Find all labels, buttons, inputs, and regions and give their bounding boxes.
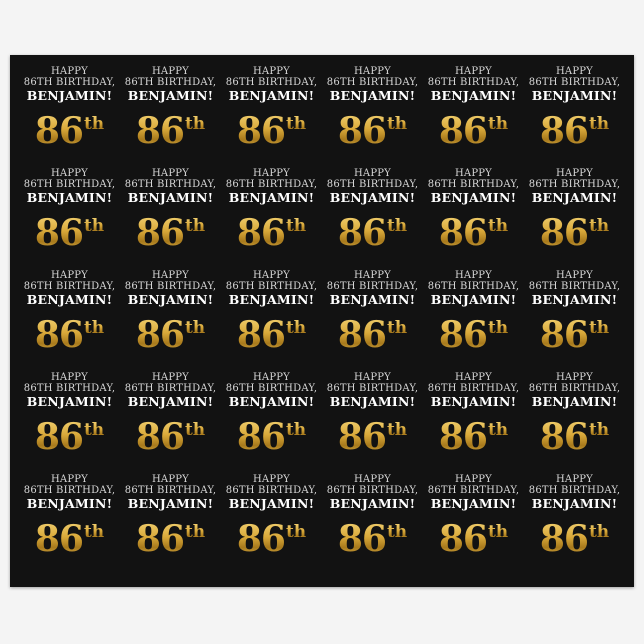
age-badge <box>221 514 322 564</box>
age-suffix: th <box>386 420 408 440</box>
age-suffix: th <box>285 318 307 338</box>
pattern-tile <box>524 267 625 369</box>
greeting-name: BENJAMIN! <box>26 292 113 307</box>
pattern-tile <box>423 63 524 165</box>
greeting-happy: HAPPY <box>151 168 189 179</box>
greeting-happy: HAPPY <box>454 372 492 383</box>
age-suffix: th <box>386 114 408 134</box>
greeting-happy: HAPPY <box>50 168 88 179</box>
greeting-name: BENJAMIN! <box>531 496 618 511</box>
greeting-happy: HAPPY <box>151 474 189 485</box>
age-number: 86 <box>539 416 588 458</box>
greeting-happy: HAPPY <box>252 66 290 77</box>
greeting-name: BENJAMIN! <box>329 190 416 205</box>
pattern-tile <box>221 267 322 369</box>
pattern-tile <box>423 369 524 471</box>
age-suffix: th <box>487 522 509 542</box>
greeting-birthday: 86TH BIRTHDAY, <box>528 281 621 292</box>
age-number: 86 <box>337 416 386 458</box>
greeting-name: BENJAMIN! <box>329 496 416 511</box>
greeting-happy: HAPPY <box>353 168 391 179</box>
age-suffix: th <box>588 114 610 134</box>
age-number: 86 <box>34 518 83 560</box>
greeting-birthday: 86TH BIRTHDAY, <box>124 77 217 88</box>
age-suffix: th <box>386 318 408 338</box>
greeting-name: BENJAMIN! <box>127 394 214 409</box>
pattern-tile <box>322 369 423 471</box>
age-suffix: th <box>487 216 509 236</box>
age-badge <box>524 514 625 564</box>
age-badge <box>120 412 221 462</box>
age-number: 86 <box>135 212 184 254</box>
age-badge <box>221 208 322 258</box>
age-badge <box>19 310 120 360</box>
greeting-name: BENJAMIN! <box>329 292 416 307</box>
age-number: 86 <box>34 314 83 356</box>
age-number: 86 <box>34 110 83 152</box>
age-suffix: th <box>184 420 206 440</box>
age-suffix: th <box>184 522 206 542</box>
age-suffix: th <box>285 114 307 134</box>
greeting-name: BENJAMIN! <box>228 394 315 409</box>
greeting-birthday: 86TH BIRTHDAY, <box>23 281 116 292</box>
greeting-happy: HAPPY <box>353 66 391 77</box>
age-number: 86 <box>539 110 588 152</box>
age-suffix: th <box>588 522 610 542</box>
greeting-birthday: 86TH BIRTHDAY, <box>23 179 116 190</box>
age-badge <box>221 310 322 360</box>
age-number: 86 <box>135 314 184 356</box>
age-number: 86 <box>135 518 184 560</box>
greeting-happy: HAPPY <box>151 66 189 77</box>
pattern-tile <box>524 165 625 267</box>
greeting-birthday: 86TH BIRTHDAY, <box>326 485 419 496</box>
greeting-happy: HAPPY <box>151 270 189 281</box>
greeting-name: BENJAMIN! <box>531 190 618 205</box>
greeting-happy: HAPPY <box>555 168 593 179</box>
age-badge <box>221 412 322 462</box>
pattern-tile <box>322 471 423 573</box>
greeting-happy: HAPPY <box>50 66 88 77</box>
age-number: 86 <box>438 110 487 152</box>
greeting-name: BENJAMIN! <box>430 292 517 307</box>
age-number: 86 <box>438 314 487 356</box>
pattern-tile <box>19 267 120 369</box>
greeting-name: BENJAMIN! <box>430 496 517 511</box>
age-suffix: th <box>386 522 408 542</box>
greeting-birthday: 86TH BIRTHDAY, <box>326 77 419 88</box>
greeting-birthday: 86TH BIRTHDAY, <box>427 281 520 292</box>
greeting-birthday: 86TH BIRTHDAY, <box>528 77 621 88</box>
greeting-birthday: 86TH BIRTHDAY, <box>326 281 419 292</box>
pattern-grid <box>10 63 634 573</box>
greeting-name: BENJAMIN! <box>329 394 416 409</box>
age-number: 86 <box>539 518 588 560</box>
pattern-tile <box>120 369 221 471</box>
age-badge <box>322 412 423 462</box>
greeting-birthday: 86TH BIRTHDAY, <box>326 383 419 394</box>
greeting-happy: HAPPY <box>454 168 492 179</box>
greeting-name: BENJAMIN! <box>26 394 113 409</box>
greeting-birthday: 86TH BIRTHDAY, <box>124 485 217 496</box>
age-number: 86 <box>438 416 487 458</box>
age-suffix: th <box>184 216 206 236</box>
greeting-name: BENJAMIN! <box>127 88 214 103</box>
greeting-happy: HAPPY <box>555 372 593 383</box>
pattern-tile <box>322 63 423 165</box>
age-badge <box>322 514 423 564</box>
age-badge <box>19 106 120 156</box>
greeting-name: BENJAMIN! <box>26 496 113 511</box>
greeting-happy: HAPPY <box>555 270 593 281</box>
age-suffix: th <box>487 114 509 134</box>
pattern-tile <box>221 165 322 267</box>
age-suffix: th <box>588 216 610 236</box>
pattern-tile <box>524 369 625 471</box>
age-suffix: th <box>83 216 105 236</box>
greeting-birthday: 86TH BIRTHDAY, <box>124 281 217 292</box>
age-badge <box>423 310 524 360</box>
greeting-birthday: 86TH BIRTHDAY, <box>225 281 318 292</box>
age-badge <box>322 310 423 360</box>
age-suffix: th <box>83 318 105 338</box>
greeting-happy: HAPPY <box>353 474 391 485</box>
age-number: 86 <box>34 416 83 458</box>
age-number: 86 <box>337 212 386 254</box>
pattern-tile <box>221 369 322 471</box>
age-badge <box>524 208 625 258</box>
age-number: 86 <box>135 416 184 458</box>
greeting-birthday: 86TH BIRTHDAY, <box>427 383 520 394</box>
age-badge <box>524 310 625 360</box>
age-suffix: th <box>588 420 610 440</box>
pattern-tile <box>524 471 625 573</box>
pattern-tile <box>19 165 120 267</box>
wrapping-paper-sheet <box>10 55 634 587</box>
age-number: 86 <box>337 518 386 560</box>
greeting-name: BENJAMIN! <box>228 88 315 103</box>
age-suffix: th <box>184 114 206 134</box>
greeting-name: BENJAMIN! <box>127 190 214 205</box>
age-suffix: th <box>83 114 105 134</box>
greeting-happy: HAPPY <box>353 270 391 281</box>
age-suffix: th <box>83 522 105 542</box>
greeting-happy: HAPPY <box>555 66 593 77</box>
age-suffix: th <box>184 318 206 338</box>
greeting-name: BENJAMIN! <box>430 190 517 205</box>
pattern-tile <box>120 63 221 165</box>
greeting-birthday: 86TH BIRTHDAY, <box>427 485 520 496</box>
age-suffix: th <box>285 216 307 236</box>
age-badge <box>120 208 221 258</box>
greeting-happy: HAPPY <box>454 270 492 281</box>
greeting-name: BENJAMIN! <box>26 88 113 103</box>
greeting-happy: HAPPY <box>151 372 189 383</box>
pattern-tile <box>120 267 221 369</box>
age-badge <box>322 106 423 156</box>
greeting-birthday: 86TH BIRTHDAY, <box>225 179 318 190</box>
age-number: 86 <box>236 518 285 560</box>
greeting-happy: HAPPY <box>353 372 391 383</box>
pattern-tile <box>221 63 322 165</box>
age-badge <box>120 514 221 564</box>
greeting-birthday: 86TH BIRTHDAY, <box>225 485 318 496</box>
pattern-tile <box>322 165 423 267</box>
age-badge <box>19 208 120 258</box>
pattern-tile <box>221 471 322 573</box>
greeting-happy: HAPPY <box>252 270 290 281</box>
greeting-happy: HAPPY <box>252 168 290 179</box>
greeting-birthday: 86TH BIRTHDAY, <box>124 383 217 394</box>
greeting-birthday: 86TH BIRTHDAY, <box>23 485 116 496</box>
pattern-tile <box>322 267 423 369</box>
greeting-happy: HAPPY <box>555 474 593 485</box>
age-badge <box>423 208 524 258</box>
greeting-happy: HAPPY <box>252 372 290 383</box>
age-badge <box>423 106 524 156</box>
greeting-birthday: 86TH BIRTHDAY, <box>225 77 318 88</box>
greeting-happy: HAPPY <box>454 66 492 77</box>
greeting-birthday: 86TH BIRTHDAY, <box>528 383 621 394</box>
greeting-happy: HAPPY <box>252 474 290 485</box>
greeting-birthday: 86TH BIRTHDAY, <box>427 77 520 88</box>
pattern-tile <box>423 165 524 267</box>
age-suffix: th <box>386 216 408 236</box>
age-badge <box>19 514 120 564</box>
age-number: 86 <box>236 416 285 458</box>
age-badge <box>19 412 120 462</box>
greeting-name: BENJAMIN! <box>430 88 517 103</box>
age-number: 86 <box>34 212 83 254</box>
age-number: 86 <box>438 518 487 560</box>
greeting-happy: HAPPY <box>50 372 88 383</box>
age-number: 86 <box>135 110 184 152</box>
age-number: 86 <box>337 314 386 356</box>
pattern-tile <box>120 471 221 573</box>
age-badge <box>423 412 524 462</box>
age-badge <box>120 106 221 156</box>
pattern-tile <box>423 267 524 369</box>
age-suffix: th <box>83 420 105 440</box>
greeting-name: BENJAMIN! <box>228 496 315 511</box>
age-suffix: th <box>285 522 307 542</box>
pattern-tile <box>19 63 120 165</box>
pattern-tile <box>19 471 120 573</box>
greeting-happy: HAPPY <box>454 474 492 485</box>
age-number: 86 <box>236 110 285 152</box>
greeting-birthday: 86TH BIRTHDAY, <box>528 179 621 190</box>
age-suffix: th <box>487 318 509 338</box>
greeting-birthday: 86TH BIRTHDAY, <box>528 485 621 496</box>
greeting-name: BENJAMIN! <box>127 496 214 511</box>
greeting-happy: HAPPY <box>50 270 88 281</box>
age-suffix: th <box>588 318 610 338</box>
greeting-name: BENJAMIN! <box>531 394 618 409</box>
pattern-tile <box>524 63 625 165</box>
age-badge <box>120 310 221 360</box>
age-suffix: th <box>487 420 509 440</box>
greeting-birthday: 86TH BIRTHDAY, <box>23 77 116 88</box>
age-badge <box>423 514 524 564</box>
age-number: 86 <box>539 212 588 254</box>
greeting-name: BENJAMIN! <box>329 88 416 103</box>
greeting-name: BENJAMIN! <box>531 292 618 307</box>
greeting-birthday: 86TH BIRTHDAY, <box>124 179 217 190</box>
greeting-name: BENJAMIN! <box>228 292 315 307</box>
greeting-name: BENJAMIN! <box>26 190 113 205</box>
greeting-birthday: 86TH BIRTHDAY, <box>326 179 419 190</box>
age-number: 86 <box>539 314 588 356</box>
age-number: 86 <box>337 110 386 152</box>
age-number: 86 <box>236 314 285 356</box>
pattern-tile <box>423 471 524 573</box>
greeting-birthday: 86TH BIRTHDAY, <box>225 383 318 394</box>
greeting-birthday: 86TH BIRTHDAY, <box>23 383 116 394</box>
greeting-birthday: 86TH BIRTHDAY, <box>427 179 520 190</box>
age-badge <box>524 412 625 462</box>
age-badge <box>322 208 423 258</box>
age-suffix: th <box>285 420 307 440</box>
greeting-name: BENJAMIN! <box>228 190 315 205</box>
age-badge <box>524 106 625 156</box>
greeting-name: BENJAMIN! <box>430 394 517 409</box>
greeting-name: BENJAMIN! <box>127 292 214 307</box>
greeting-happy: HAPPY <box>50 474 88 485</box>
pattern-tile <box>19 369 120 471</box>
greeting-name: BENJAMIN! <box>531 88 618 103</box>
age-badge <box>221 106 322 156</box>
age-number: 86 <box>236 212 285 254</box>
pattern-tile <box>120 165 221 267</box>
age-number: 86 <box>438 212 487 254</box>
